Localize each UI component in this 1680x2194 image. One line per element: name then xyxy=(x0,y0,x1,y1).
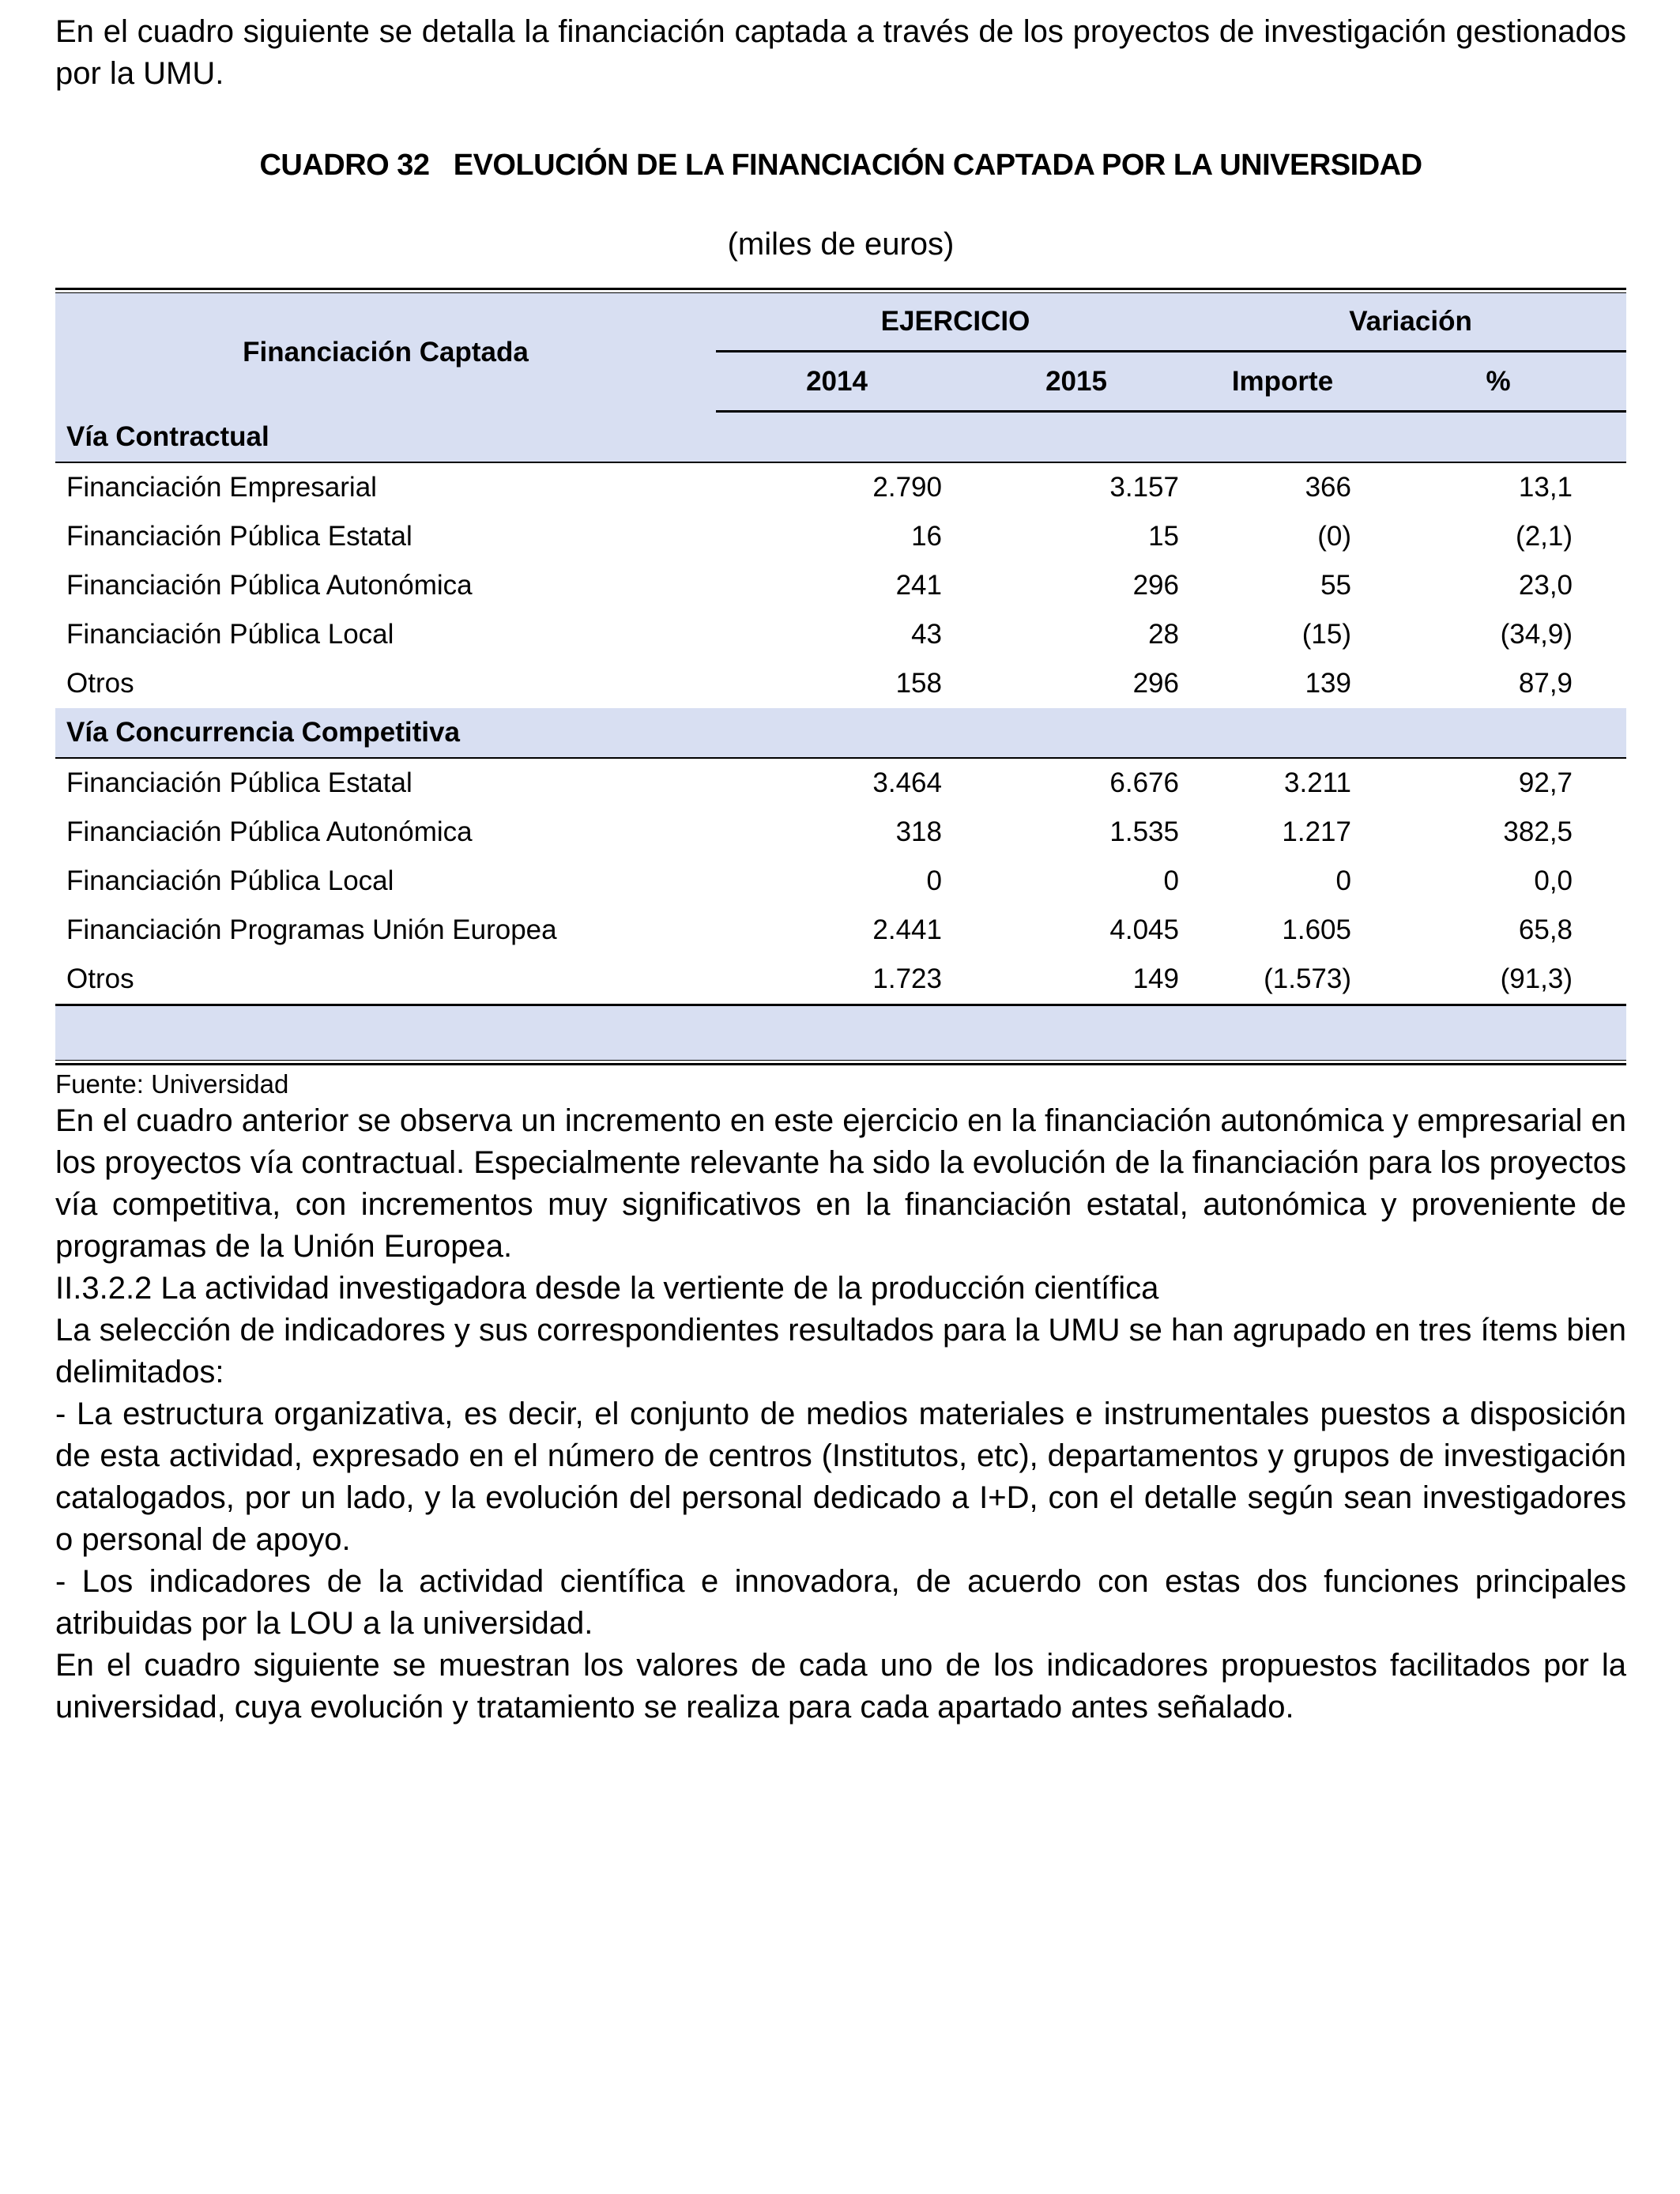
cell-importe: 0 xyxy=(1335,865,1351,896)
document-page xyxy=(55,11,1626,1728)
cell-2015: 0 xyxy=(1163,865,1179,896)
row-label: Financiación Pública Local xyxy=(66,619,394,650)
cell-2014: 2.790 xyxy=(872,472,942,503)
section-label: Vía Contractual xyxy=(55,412,1626,463)
cell-importe: 139 xyxy=(1305,668,1351,699)
section-heading: II.3.2.2 La actividad investigadora desde la vertiente de la producción científica xyxy=(55,1271,1159,1306)
row-label: Financiación Empresarial xyxy=(66,472,377,503)
cell-2014: 16 xyxy=(911,521,942,552)
paragraph-after-table: En el cuadro anterior se observa un incremento en este ejercicio en la financiación autonómica y empresarial en los proyectos vía contractual. Especialmente relevante ha sido la evolución de la financiación para los proyectos vía competitiva, con incrementos muy significativos en la financiación estatal, autonómica y proveniente de programas de la Unión Europea. xyxy=(55,1103,1626,1264)
table-unit: (miles de euros) xyxy=(727,227,955,262)
row-label: Financiación Pública Estatal xyxy=(66,767,412,798)
row-label: Financiación Pública Local xyxy=(66,865,394,896)
cell-2014: 318 xyxy=(895,816,942,847)
cell-2015: 3.157 xyxy=(1109,472,1179,503)
paragraph-last: En el cuadro siguiente se muestran los valores de cada uno de los indicadores propuestos facilitados por la universidad, cuya evolución y tratamiento se realiza para cada apartado antes señalado. xyxy=(55,1648,1626,1725)
cell-2015: 4.045 xyxy=(1109,914,1179,945)
table-row xyxy=(55,462,1626,512)
cell-importe: (0) xyxy=(1317,521,1351,552)
table-row xyxy=(55,906,1626,955)
paragraph-selection: La selección de indicadores y sus correspondientes resultados para la UMU se han agrupado en tres ítems bien delimitados: xyxy=(55,1313,1626,1389)
cell-2014: 1.723 xyxy=(716,955,958,1005)
cell-2014: 2.441 xyxy=(872,914,942,945)
header-2014: 2014 xyxy=(716,352,958,412)
cell-importe: (1.573) xyxy=(1195,955,1370,1005)
header-financiacion-captada: Financiación Captada xyxy=(55,293,716,412)
row-label: Financiación Pública Autonómica xyxy=(66,570,473,601)
cell-pct: 13,1 xyxy=(1518,472,1573,503)
cell-pct: 65,8 xyxy=(1518,914,1573,945)
cell-2014: 241 xyxy=(895,570,942,601)
header-variacion: Variación xyxy=(1195,293,1626,352)
table-row xyxy=(55,955,1626,1005)
cell-importe: 3.211 xyxy=(1284,767,1351,798)
table-row xyxy=(55,758,1626,808)
table-row xyxy=(55,561,1626,610)
table-row xyxy=(55,512,1626,561)
header-pct: % xyxy=(1370,352,1626,412)
cell-pct: 87,9 xyxy=(1518,668,1573,699)
cell-2015: 296 xyxy=(1132,668,1179,699)
cell-2015: 28 xyxy=(1148,619,1179,650)
row-label: Otros xyxy=(66,668,134,699)
header-importe: Importe xyxy=(1195,352,1370,412)
cell-pct: 0,0 xyxy=(1534,865,1573,896)
cell-importe: (15) xyxy=(1301,619,1351,650)
table-title: CUADRO 32 EVOLUCIÓN DE LA FINANCIACIÓN CAPTADA POR LA UNIVERSIDAD xyxy=(259,149,1422,182)
section-row xyxy=(55,412,1626,463)
cell-2015: 15 xyxy=(1148,521,1179,552)
table-source: Fuente: Universidad xyxy=(55,1069,289,1099)
cell-2015: 1.535 xyxy=(1109,816,1179,847)
bullet-item-2: - Los indicadores de la actividad científica e innovadora, de acuerdo con estas dos funciones principales atribuidas por la LOU a la universidad. xyxy=(55,1564,1626,1641)
cell-pct: (91,3) xyxy=(1370,955,1626,1005)
row-label: Financiación Pública Estatal xyxy=(66,521,412,552)
table-row xyxy=(55,610,1626,659)
financing-table xyxy=(55,288,1626,1100)
cell-importe: 366 xyxy=(1305,472,1351,503)
intro-paragraph: En el cuadro siguiente se detalla la financiación captada a través de los proyectos de investigación gestionados por la UMU. xyxy=(55,14,1626,91)
cell-2015: 149 xyxy=(958,955,1195,1005)
cell-pct: 92,7 xyxy=(1518,767,1573,798)
table-bottom-rule xyxy=(55,1060,1626,1065)
cell-pct: (2,1) xyxy=(1516,521,1573,552)
cell-2014: 43 xyxy=(911,619,942,650)
table-top-rule xyxy=(55,288,1626,293)
row-label: Otros xyxy=(55,955,716,1005)
cell-importe: 1.605 xyxy=(1282,914,1351,945)
empty-total-row xyxy=(55,1005,1626,1061)
cell-pct: (34,9) xyxy=(1500,619,1573,650)
cell-2014: 158 xyxy=(895,668,942,699)
cell-2015: 6.676 xyxy=(1109,767,1179,798)
cell-pct: 23,0 xyxy=(1518,570,1573,601)
cell-2014: 0 xyxy=(926,865,942,896)
cell-2014: 3.464 xyxy=(872,767,942,798)
section-label: Vía Concurrencia Competitiva xyxy=(55,708,1626,758)
cell-importe: 55 xyxy=(1320,570,1351,601)
empty-total-cell xyxy=(55,1005,1626,1061)
header-ejercicio: EJERCICIO xyxy=(716,293,1195,352)
table-row xyxy=(55,857,1626,906)
table-row xyxy=(55,659,1626,708)
section-row xyxy=(55,708,1626,758)
header-2015: 2015 xyxy=(958,352,1195,412)
cell-pct: 382,5 xyxy=(1503,816,1573,847)
row-label: Financiación Pública Autonómica xyxy=(66,816,473,847)
cell-importe: 1.217 xyxy=(1282,816,1351,847)
cell-2015: 296 xyxy=(1132,570,1179,601)
bullet-item-1: - La estructura organizativa, es decir, el conjunto de medios materiales e instrumentales puestos a disposición de esta actividad, expresado en el número de centros (Institutos, etc), departamentos y grupos de investigación catalogados, por un lado, y la evolución del personal dedicado a I+D, con el detalle según sean investigadores o personal de apoyo. xyxy=(55,1397,1626,1557)
row-label: Financiación Programas Unión Europea xyxy=(66,914,557,945)
table-row xyxy=(55,808,1626,857)
